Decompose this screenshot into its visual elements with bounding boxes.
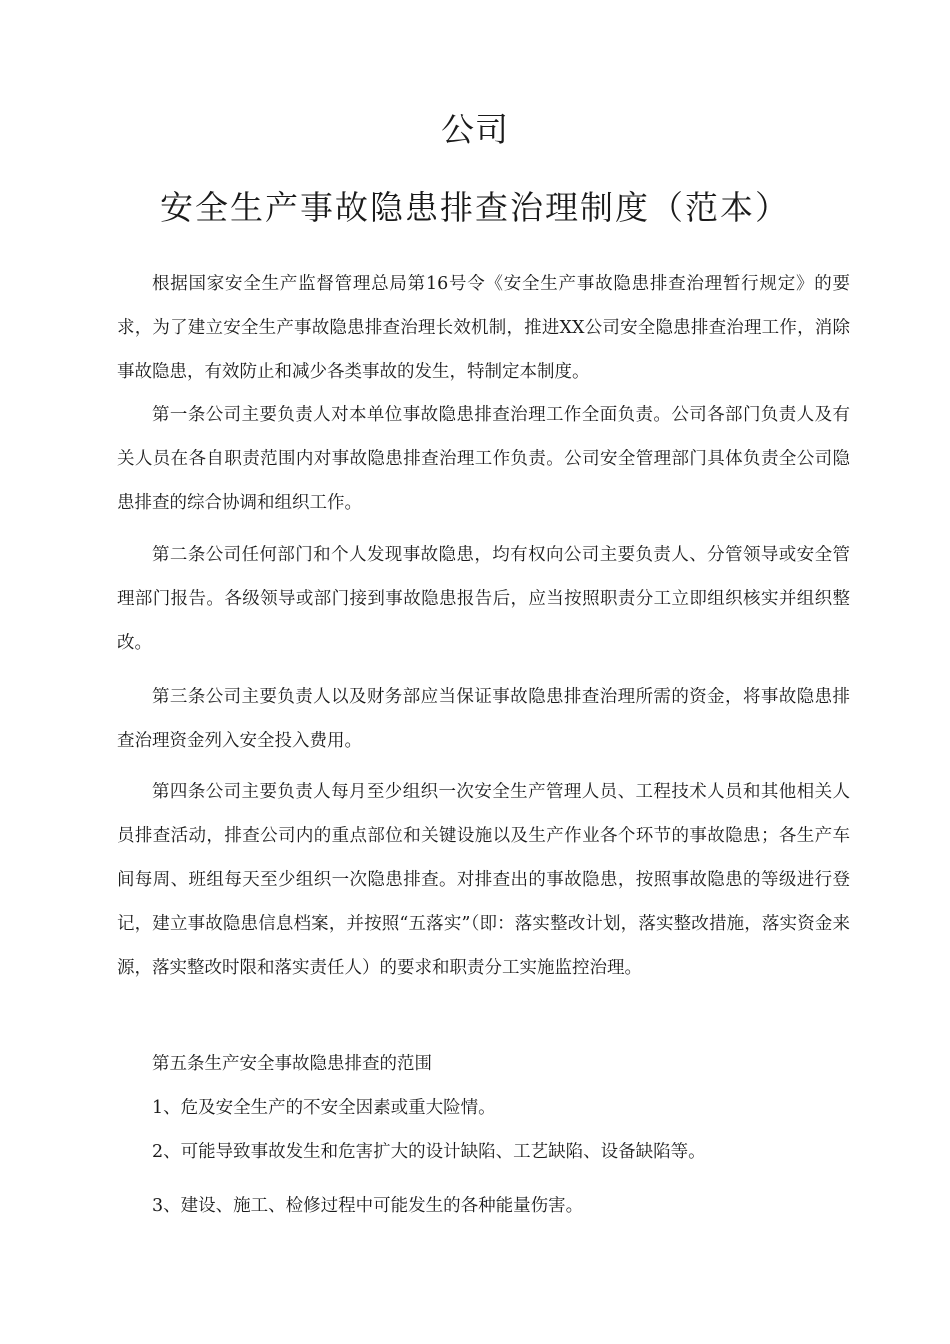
list-item-3: 3、建设、施工、检修过程中可能发生的各种能量伤害。 (152, 1196, 584, 1216)
paragraph-article-3: 第三条公司主要负责人以及财务部应当保证事故隐患排查治理所需的资金，将事故隐患排查治理资金列入安全投入费用。 (117, 687, 850, 751)
paragraph-article-1: 第一条公司主要负责人对本单位事故隐患排查治理工作全面负责。公司各部门负责人及有关人员在各自职责范围内对事故隐患排查治理工作负责。公司安全管理部门具体负责全公司隐患排查的综合协调和组织工作。 (117, 405, 850, 513)
document-title-company: 公司 (441, 110, 509, 149)
list-item-2: 2、可能导致事故发生和危害扩大的设计缺陷、工艺缺陷、设备缺陷等。 (152, 1142, 706, 1162)
paragraph-article-2: 第二条公司任何部门和个人发现事故隐患，均有权向公司主要负责人、分管领导或安全管理部门报告。各级领导或部门接到事故隐患报告后，应当按照职责分工立即组织核实并组织整改。 (117, 545, 850, 653)
paragraph-article-5-heading: 第五条生产安全事故隐患排查的范围 (152, 1054, 432, 1074)
paragraph-intro: 根据国家安全生产监督管理总局第16号令《安全生产事故隐患排查治理暂行规定》的要求，为了建立安全生产事故隐患排查治理长效机制，推进XX公司安全隐患排查治理工作，消除事故隐患，有效防止和减少各类事故的发生，特制定本制度。 (117, 274, 850, 382)
paragraph-article-4: 第四条公司主要负责人每月至少组织一次安全生产管理人员、工程技术人员和其他相关人员排查活动，排查公司内的重点部位和关键设施以及生产作业各个环节的事故隐患；各生产车间每周、班组每天至少组织一次隐患排查。对排查出的事故隐患，按照事故隐患的等级进行登记，建立事故隐患信息档案，并按照“五落实”（即：落实整改计划，落实整改措施，落实资金来源，落实整改时限和落实责任人）的要求和职责分工实施监控治理。 (117, 782, 850, 978)
document-title-main: 安全生产事故隐患排查治理制度（范本） (160, 188, 790, 227)
list-item-1: 1、危及安全生产的不安全因素或重大险情。 (152, 1098, 496, 1118)
